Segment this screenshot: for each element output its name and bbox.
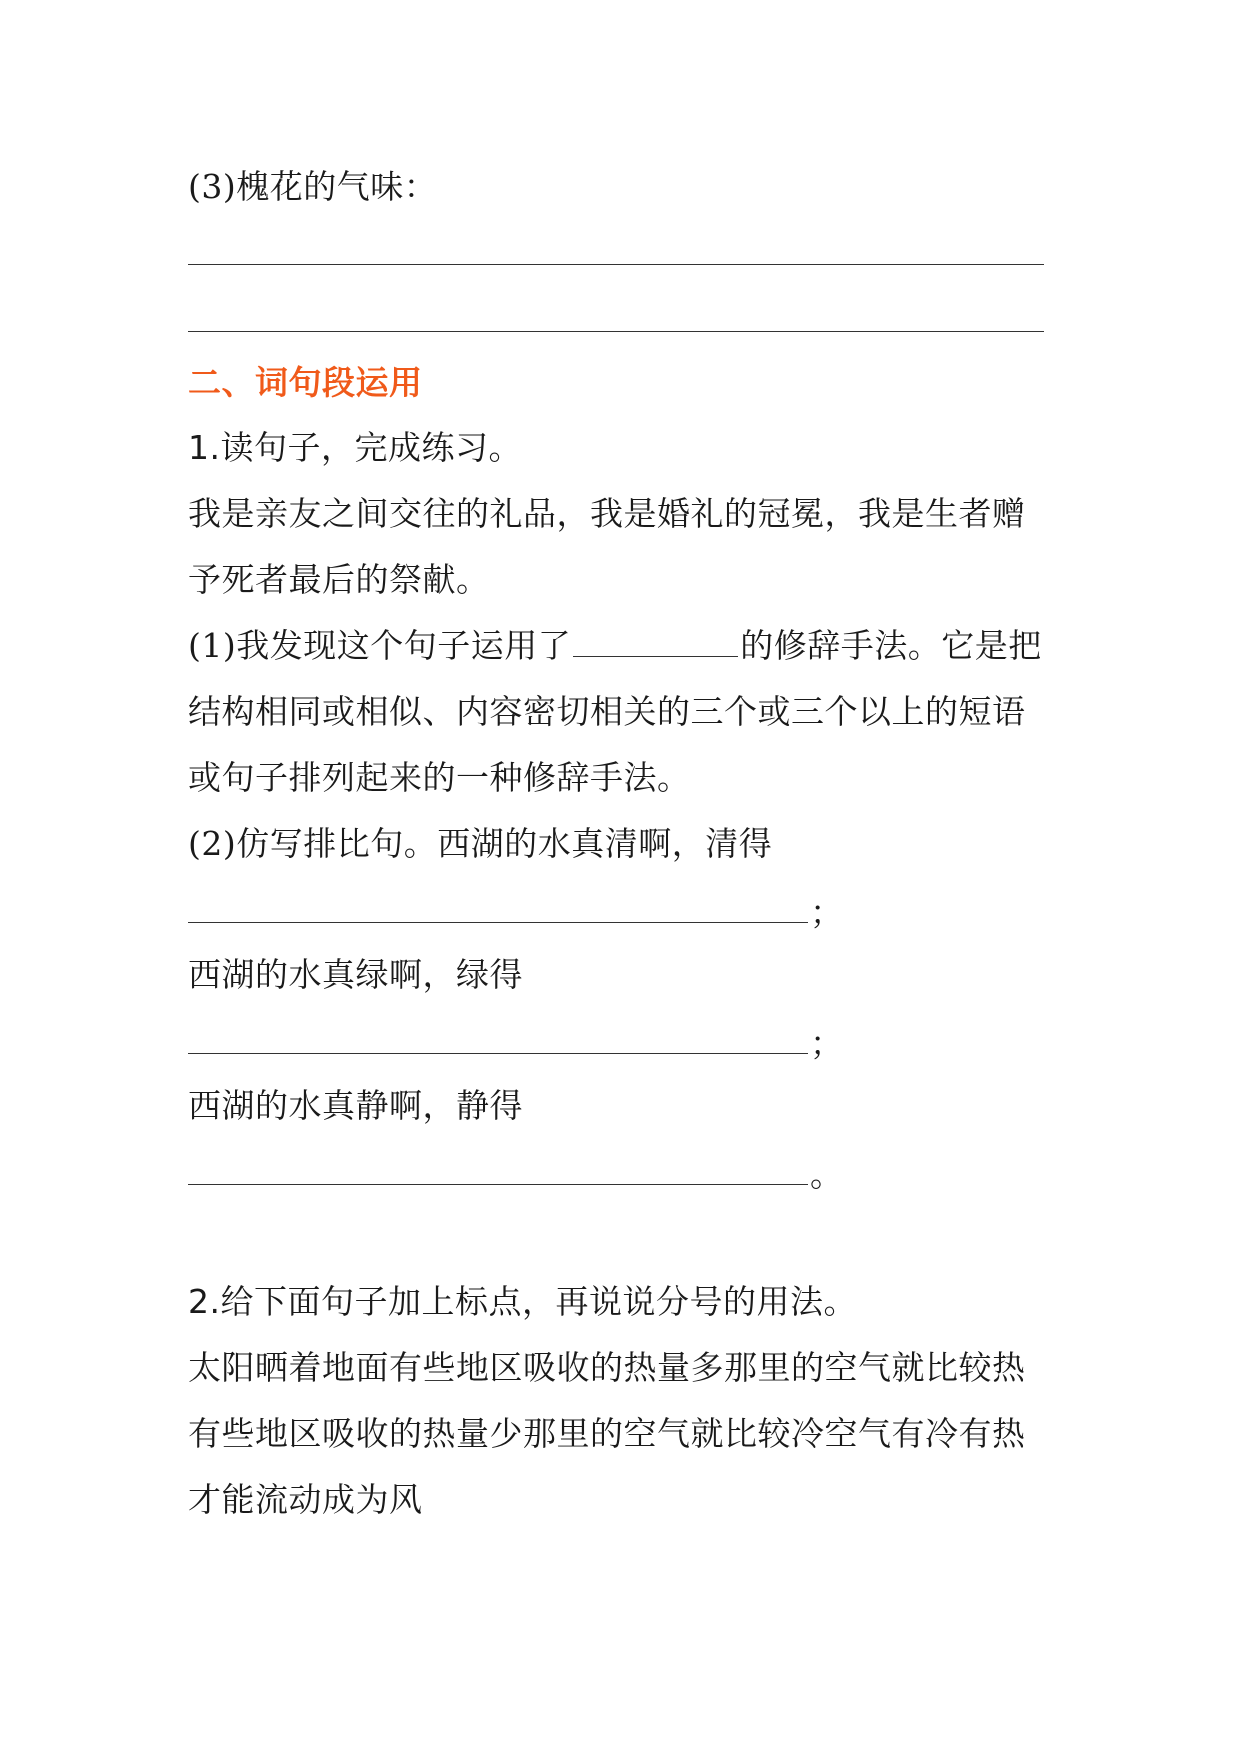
- sub-question-1-line-3: 或句子排列起来的一种修辞手法。: [188, 758, 691, 797]
- semicolon-2: ；: [810, 1024, 843, 1063]
- q2-sentence-line-3: 才能流动成为风: [188, 1480, 423, 1519]
- passage-line-2: 予死者最后的祭献。: [188, 560, 490, 599]
- question-3-label: (3)槐花的气味：: [188, 167, 438, 206]
- section-heading: 二、词句段运用: [188, 363, 423, 402]
- rhetoric-blank[interactable]: [573, 626, 738, 657]
- imitation-line-2: 西湖的水真绿啊，绿得: [188, 955, 523, 994]
- question-1-title: [188, 428, 522, 468]
- semicolon-1: ；: [810, 893, 843, 932]
- imitation-line-3: 西湖的水真静啊，静得: [188, 1086, 523, 1125]
- q2-sentence-line-2: 有些地区吸收的热量少那里的空气就比较冷空气有冷有热: [188, 1414, 1026, 1453]
- sub-question-1-line-2: 结构相同或相似、内容密切相关的三个或三个以上的短语: [188, 692, 1026, 731]
- answer-line-1[interactable]: [188, 264, 1044, 265]
- imitation-blank-1[interactable]: [188, 922, 808, 923]
- imitation-blank-3[interactable]: [188, 1184, 808, 1185]
- sub-question-1: [188, 626, 1042, 666]
- question-2-title: [188, 1282, 857, 1322]
- sub-question-2: (2)仿写排比句。西湖的水真清啊，清得: [188, 824, 773, 863]
- period-mark: 。: [810, 1155, 843, 1194]
- answer-line-2[interactable]: [188, 331, 1044, 332]
- q2-sentence-line-1: 太阳晒着地面有些地区吸收的热量多那里的空气就比较热: [188, 1348, 1026, 1387]
- imitation-blank-2[interactable]: [188, 1053, 808, 1054]
- sub-question-1-prefix: (1)我发现这个句子运用了: [188, 626, 572, 665]
- question-2-number-title: 2.给下面句子加上标点，再说说分号的用法。: [188, 1282, 857, 1321]
- question-1-number-title: 1.读句子，完成练习。: [188, 428, 522, 467]
- passage-line-1: 我是亲友之间交往的礼品，我是婚礼的冠冕，我是生者赠: [188, 494, 1026, 533]
- sub-question-1-suffix: 的修辞手法。它是把: [740, 626, 1042, 665]
